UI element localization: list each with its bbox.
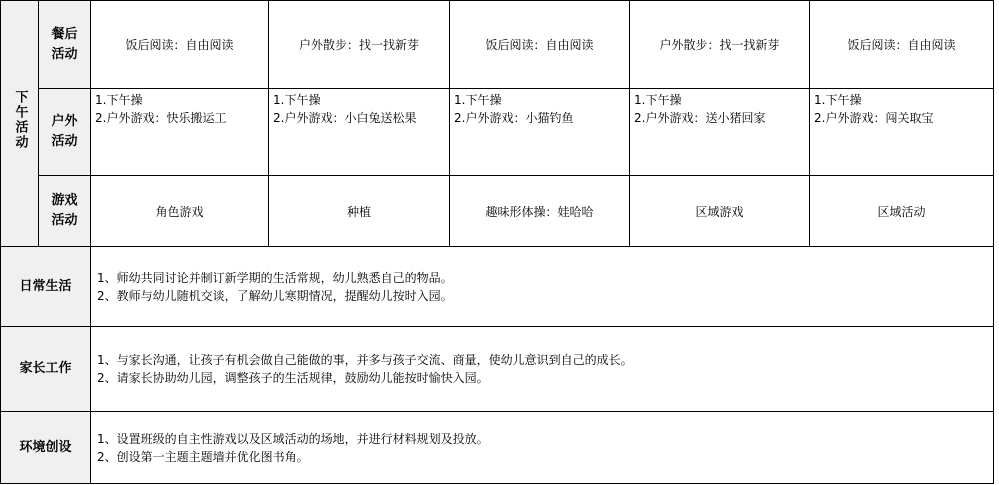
cell-game-3: 趣味形体操：娃哈哈 (450, 176, 630, 247)
content-line: 1、师幼共同讨论并制订新学期的生活常规，幼儿熟悉自己的物品。 (97, 270, 453, 285)
cell-line: 2.户外游戏：快乐搬运工 (95, 111, 227, 125)
row-parent-work (1, 327, 994, 412)
cell-outdoor-2 (269, 89, 450, 176)
row-label-line2: 活动 (51, 213, 78, 228)
row-label-line1: 游戏 (51, 193, 78, 208)
row-game (1, 176, 994, 247)
content-line: 2、创设第一主题主题墙并优化图书角。 (97, 449, 309, 464)
cell-outdoor-5 (810, 89, 994, 176)
row-label-after-meal (39, 1, 91, 89)
daily-life-label: 日常生活 (1, 247, 91, 327)
cell-after-meal-2: 户外散步：找一找新芽 (269, 1, 450, 89)
cell-line: 1.下午操 (454, 93, 502, 107)
row-outdoor (1, 89, 994, 176)
cell-outdoor-4 (630, 89, 810, 176)
cell-line: 2.户外游戏：小白兔送松果 (273, 111, 417, 125)
cell-after-meal-3: 饭后阅读：自由阅读 (450, 1, 630, 89)
row-label-line1: 餐后 (51, 26, 78, 42)
cell-game-1: 角色游戏 (91, 176, 269, 247)
afternoon-section-label: 下午活动 (12, 90, 28, 150)
content-line: 1、与家长沟通，让孩子有机会做自己能做的事，并多与孩子交流、商量，使幼儿意识到自己的成长。 (97, 353, 633, 367)
cell-line: 1.下午操 (95, 93, 143, 107)
content-line: 2、请家长协助幼儿园，调整孩子的生活规律，鼓励幼儿能按时愉快入园。 (97, 371, 489, 385)
row-label-line2: 活动 (51, 134, 78, 149)
environment-label: 环境创设 (1, 412, 91, 484)
cell-line: 2.户外游戏：小猫钓鱼 (454, 111, 574, 125)
row-label-line1: 户外 (51, 114, 78, 129)
row-daily-life (1, 247, 994, 327)
cell-outdoor-1 (91, 89, 269, 176)
cell-game-4: 区域游戏 (630, 176, 810, 247)
row-environment (1, 412, 994, 484)
parent-work-content (91, 327, 994, 412)
row-label-line2: 活动 (51, 46, 78, 62)
content-line: 2、教师与幼儿随机交谈，了解幼儿寒期情况，提醒幼儿按时入园。 (97, 288, 453, 303)
row-label-outdoor (39, 89, 91, 176)
cell-after-meal-5: 饭后阅读：自由阅读 (810, 1, 994, 89)
cell-outdoor-3 (450, 89, 630, 176)
cell-after-meal-4: 户外散步：找一找新芽 (630, 1, 810, 89)
afternoon-section-label-cell (1, 1, 39, 247)
cell-line: 2.户外游戏：闯关取宝 (814, 111, 934, 125)
row-label-game (39, 176, 91, 247)
parent-work-label: 家长工作 (1, 327, 91, 412)
cell-line: 1.下午操 (273, 93, 321, 107)
content-line: 1、设置班级的自主性游戏以及区域活动的场地，并进行材料规划及投放。 (97, 431, 489, 446)
cell-after-meal-1: 饭后阅读：自由阅读 (91, 1, 269, 89)
cell-line: 1.下午操 (814, 93, 862, 107)
cell-line: 2.户外游戏：送小猪回家 (634, 111, 766, 125)
cell-game-2: 种植 (269, 176, 450, 247)
environment-content (91, 412, 994, 484)
cell-game-5: 区域活动 (810, 176, 994, 247)
row-after-meal (1, 1, 994, 89)
daily-life-content (91, 247, 994, 327)
cell-line: 1.下午操 (634, 93, 682, 107)
